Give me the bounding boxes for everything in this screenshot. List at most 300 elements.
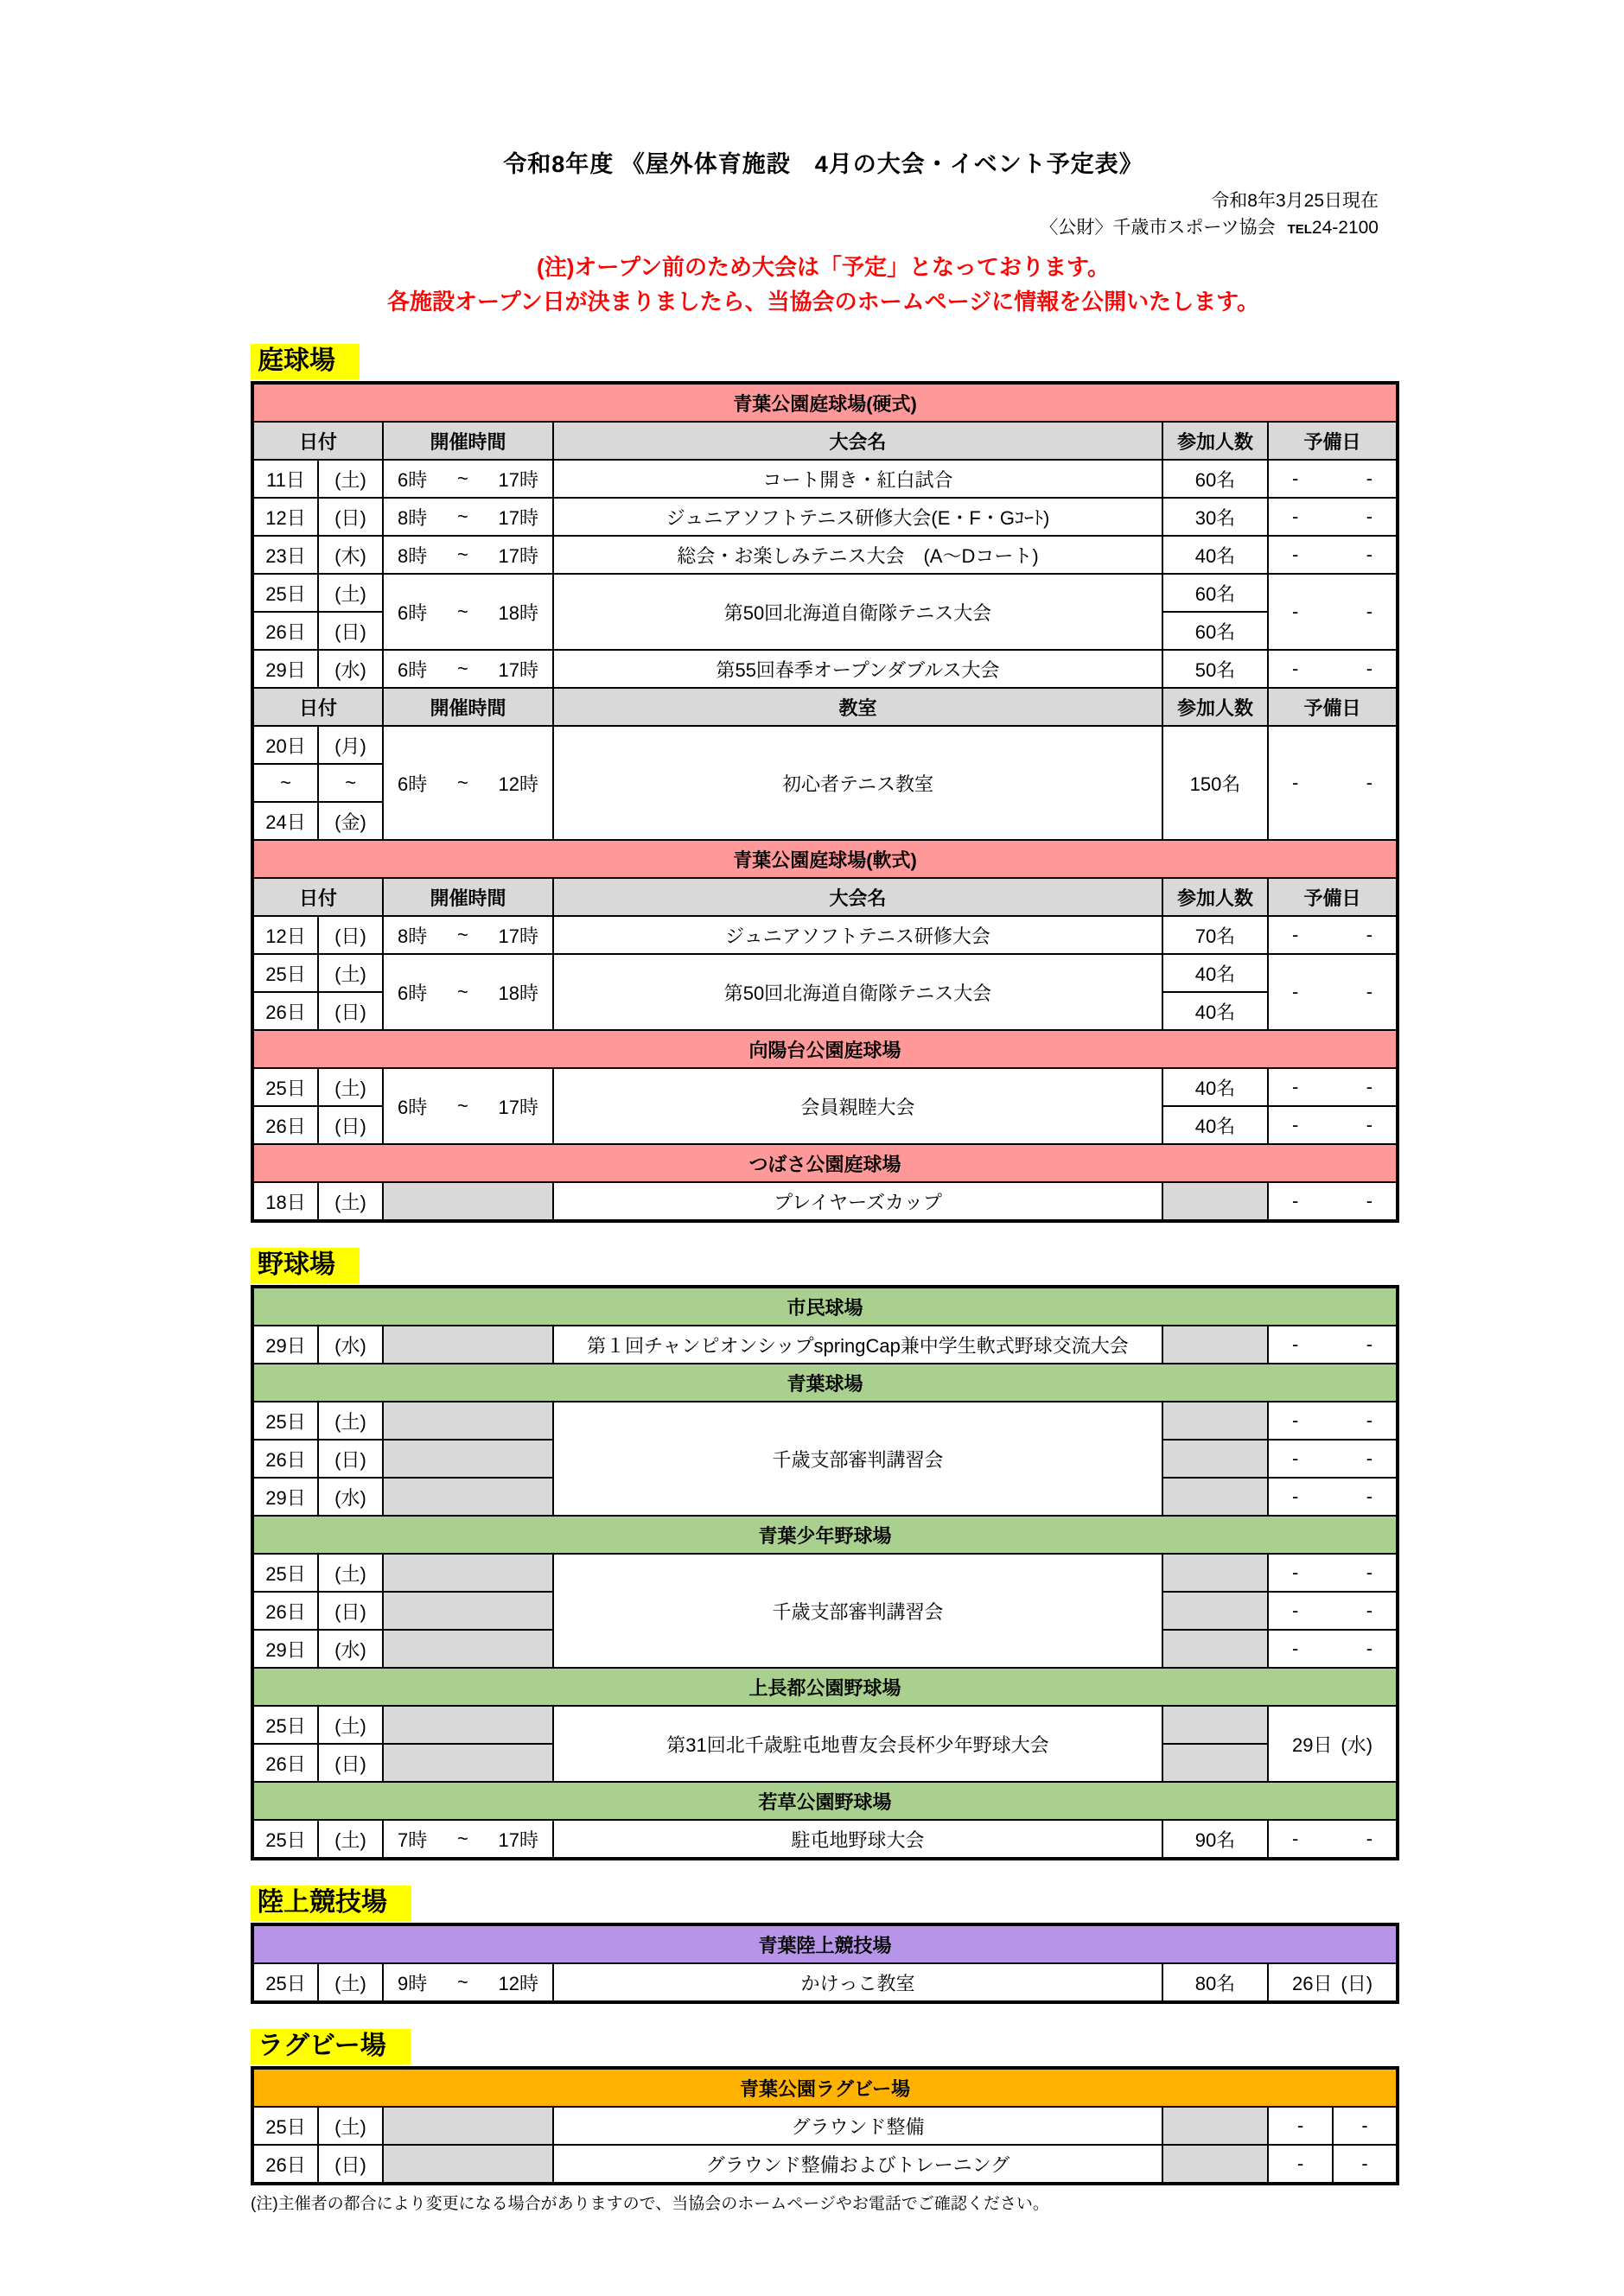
date-day-cell: 18日 bbox=[252, 1182, 318, 1221]
text-token: - bbox=[1366, 924, 1373, 945]
facility-row bbox=[252, 1516, 1398, 1554]
time-cell bbox=[383, 1326, 553, 1364]
event-name-cell: 第31回北千歳駐屯地曹友会長杯少年野球大会 bbox=[553, 1706, 1162, 1782]
date-weekday-cell: (日) bbox=[318, 612, 383, 650]
spread-text bbox=[1269, 1485, 1396, 1508]
notice-line-2: 各施設オープン日が決まりましたら、当協会のホームページに情報を公開いたします。 bbox=[386, 289, 1260, 315]
participants-cell: 60名 bbox=[1162, 460, 1268, 498]
date-day-cell: ~ bbox=[252, 764, 318, 802]
date-weekday-cell: (水) bbox=[318, 1478, 383, 1516]
date-weekday-cell: (土) bbox=[318, 1554, 383, 1592]
column-header-cell: 予備日 bbox=[1268, 878, 1398, 916]
date-weekday-cell: (土) bbox=[318, 954, 383, 992]
reserve-day-cell bbox=[1268, 726, 1398, 840]
data-row bbox=[252, 1820, 1398, 1859]
section-athletics bbox=[251, 1886, 1396, 2004]
notice-block bbox=[251, 250, 1396, 319]
text-token: - bbox=[1292, 1638, 1299, 1659]
text-token: - bbox=[1292, 658, 1299, 679]
text-token: - bbox=[1292, 1828, 1299, 1849]
text-token: - bbox=[1292, 1409, 1299, 1431]
time-cell bbox=[383, 1554, 553, 1592]
participants-cell bbox=[1162, 2145, 1268, 2184]
participants-cell: 40名 bbox=[1162, 536, 1268, 574]
reserve-day-cell bbox=[1268, 536, 1398, 574]
text-token: - bbox=[1366, 1828, 1373, 1849]
text-token: ~ bbox=[456, 772, 468, 793]
text-token: - bbox=[1366, 1485, 1373, 1507]
reserve-day-cell bbox=[1268, 1068, 1398, 1106]
participants-cell: 80名 bbox=[1162, 1963, 1268, 2002]
facility-header-cell: 市民球場 bbox=[252, 1287, 1398, 1326]
data-row bbox=[252, 1554, 1398, 1592]
facility-row bbox=[252, 2068, 1398, 2107]
facility-header-cell: 青葉少年野球場 bbox=[252, 1516, 1398, 1554]
data-row bbox=[252, 1706, 1398, 1744]
text-token: 18時 bbox=[498, 601, 538, 624]
data-row bbox=[252, 498, 1398, 536]
time-cell bbox=[383, 1706, 553, 1744]
participants-cell: 60名 bbox=[1162, 612, 1268, 650]
spread-text bbox=[1269, 1561, 1396, 1584]
date-weekday-cell: (土) bbox=[318, 574, 383, 612]
facility-header-cell: つばさ公園庭球場 bbox=[252, 1144, 1398, 1182]
time-cell bbox=[383, 498, 553, 536]
date-day-cell: 24日 bbox=[252, 802, 318, 840]
text-token: 26日 bbox=[1292, 1972, 1333, 1994]
text-token: 29日 bbox=[1292, 1733, 1333, 1756]
text-token: 6時 bbox=[398, 773, 428, 795]
reserve-day-cell bbox=[1268, 1554, 1398, 1592]
spread-text bbox=[1269, 1969, 1396, 1996]
spread-text bbox=[384, 1093, 552, 1120]
participants-cell bbox=[1162, 1706, 1268, 1744]
text-token: - bbox=[1366, 1076, 1373, 1097]
participants-cell bbox=[1162, 1630, 1268, 1668]
text-token: - bbox=[1292, 1076, 1299, 1097]
facility-row bbox=[252, 1287, 1398, 1326]
spread-text bbox=[384, 542, 552, 569]
text-token: ~ bbox=[456, 467, 468, 489]
reserve-day-cell bbox=[1268, 1592, 1398, 1630]
text-token: 17時 bbox=[498, 506, 538, 529]
facility-header-cell: 向陽台公園庭球場 bbox=[252, 1030, 1398, 1068]
participants-cell: 40名 bbox=[1162, 1106, 1268, 1144]
time-cell bbox=[383, 1820, 553, 1859]
participants-cell: 60名 bbox=[1162, 574, 1268, 612]
column-header-cell: 日付 bbox=[252, 878, 383, 916]
reserve-day-cell bbox=[1268, 1963, 1398, 2002]
date-weekday-cell: (土) bbox=[318, 460, 383, 498]
date-weekday-cell: (日) bbox=[318, 1592, 383, 1630]
text-token: 6時 bbox=[398, 1096, 428, 1118]
text-token: ~ bbox=[456, 1095, 468, 1116]
text-token: 6時 bbox=[398, 982, 428, 1004]
text-token: - bbox=[1366, 1114, 1373, 1135]
text-token: 17時 bbox=[498, 658, 538, 681]
date-day-cell: 12日 bbox=[252, 498, 318, 536]
participants-cell: 150名 bbox=[1162, 726, 1268, 840]
date-day-cell: 25日 bbox=[252, 1402, 318, 1440]
text-token: ~ bbox=[456, 658, 468, 679]
data-row bbox=[252, 2145, 1398, 2184]
event-name-cell: 千歳支部審判講習会 bbox=[553, 1402, 1162, 1516]
date-day-cell: 29日 bbox=[252, 1630, 318, 1668]
spread-text bbox=[1269, 1731, 1396, 1758]
reserve-day-cell bbox=[1268, 1182, 1398, 1221]
text-token: 8時 bbox=[398, 544, 428, 567]
facility-row bbox=[252, 1668, 1398, 1706]
spread-text bbox=[1269, 1600, 1396, 1622]
spread-text bbox=[1269, 467, 1396, 490]
text-token: ~ bbox=[456, 1828, 468, 1849]
date-weekday-cell: ~ bbox=[318, 764, 383, 802]
spread-text bbox=[384, 656, 552, 683]
facility-header-cell: 青葉陸上競技場 bbox=[252, 1924, 1398, 1963]
notice-line-1: (注)オープン前のため大会は「予定」となっております。 bbox=[537, 254, 1110, 280]
text-token: ~ bbox=[456, 601, 468, 622]
spread-text bbox=[1269, 1333, 1396, 1356]
time-cell bbox=[383, 726, 553, 840]
date-day-cell: 29日 bbox=[252, 1478, 318, 1516]
text-token: - bbox=[1366, 981, 1373, 1002]
facility-header-cell: 青葉公園ラグビー場 bbox=[252, 2068, 1398, 2107]
text-token: - bbox=[1366, 601, 1373, 622]
date-day-cell: 26日 bbox=[252, 1744, 318, 1782]
text-token: ~ bbox=[456, 544, 468, 565]
data-row bbox=[252, 2107, 1398, 2145]
participants-cell: 40名 bbox=[1162, 1068, 1268, 1106]
text-token: - bbox=[1366, 1409, 1373, 1431]
text-token: ~ bbox=[456, 981, 468, 1002]
text-token: - bbox=[1292, 1485, 1299, 1507]
date-day-cell: 25日 bbox=[252, 1706, 318, 1744]
colhdr-row bbox=[252, 422, 1398, 460]
spread-text bbox=[1269, 1409, 1396, 1432]
spread-text bbox=[1269, 981, 1396, 1003]
date-weekday-cell: (水) bbox=[318, 650, 383, 688]
date-weekday-cell: (土) bbox=[318, 1182, 383, 1221]
participants-cell bbox=[1162, 1440, 1268, 1478]
event-name-cell: 駐屯地野球大会 bbox=[553, 1820, 1162, 1859]
date-weekday-cell: (土) bbox=[318, 1402, 383, 1440]
tel-digits: 24-2100 bbox=[1311, 218, 1379, 238]
phone-number bbox=[1288, 218, 1379, 238]
text-token: 6時 bbox=[398, 658, 428, 681]
date-weekday-cell: (日) bbox=[318, 1106, 383, 1144]
date-weekday-cell: (日) bbox=[318, 498, 383, 536]
column-header-cell: 開催時間 bbox=[383, 688, 553, 726]
participants-cell: 40名 bbox=[1162, 954, 1268, 992]
date-day-cell: 25日 bbox=[252, 574, 318, 612]
column-header-cell: 日付 bbox=[252, 688, 383, 726]
participants-cell: 70名 bbox=[1162, 916, 1268, 954]
text-token: ~ bbox=[456, 924, 468, 945]
date-day-cell: 11日 bbox=[252, 460, 318, 498]
reserve-day-cell bbox=[1268, 650, 1398, 688]
date-weekday-cell: (土) bbox=[318, 1820, 383, 1859]
date-weekday-cell: (日) bbox=[318, 1744, 383, 1782]
reserve-day-cell bbox=[1268, 1630, 1398, 1668]
facility-row bbox=[252, 1144, 1398, 1182]
text-token: 18時 bbox=[498, 982, 538, 1004]
event-name-cell: 第１回チャンピオンシップspringCap兼中学生軟式野球交流大会 bbox=[553, 1326, 1162, 1364]
column-header-cell: 参加人数 bbox=[1162, 878, 1268, 916]
date-day-cell: 25日 bbox=[252, 2107, 318, 2145]
date-day-cell: 25日 bbox=[252, 1554, 318, 1592]
time-cell bbox=[383, 650, 553, 688]
time-cell bbox=[383, 1182, 553, 1221]
text-token: - bbox=[1366, 1333, 1373, 1355]
text-token: 7時 bbox=[398, 1829, 428, 1851]
text-token: 6時 bbox=[398, 601, 428, 624]
column-header-cell: 日付 bbox=[252, 422, 383, 460]
text-token: - bbox=[1292, 1333, 1299, 1355]
section-label-baseball: 野球場 bbox=[251, 1248, 360, 1283]
text-token: 8時 bbox=[398, 506, 428, 529]
section-rugby bbox=[251, 2029, 1396, 2185]
column-header-cell: 参加人数 bbox=[1162, 422, 1268, 460]
spread-text bbox=[384, 504, 552, 531]
time-cell bbox=[383, 1478, 553, 1516]
reserve-day-cell bbox=[1268, 460, 1398, 498]
participants-cell bbox=[1162, 1592, 1268, 1630]
spread-text bbox=[384, 1969, 552, 1996]
time-cell bbox=[383, 1592, 553, 1630]
section-label-athletics: 陸上競技場 bbox=[251, 1886, 411, 1921]
text-token: - bbox=[1366, 506, 1373, 527]
spread-text bbox=[1269, 1828, 1396, 1850]
data-row bbox=[252, 954, 1398, 992]
time-cell bbox=[383, 2145, 553, 2184]
text-token: - bbox=[1292, 1114, 1299, 1135]
date-day-cell: 23日 bbox=[252, 536, 318, 574]
column-header-cell: 参加人数 bbox=[1162, 688, 1268, 726]
text-token: 17時 bbox=[498, 468, 538, 491]
text-token: 17時 bbox=[498, 1829, 538, 1851]
date-weekday-cell: (土) bbox=[318, 1068, 383, 1106]
reserve-day-half-cell: - bbox=[1268, 2145, 1333, 2184]
date-day-cell: 29日 bbox=[252, 650, 318, 688]
reserve-day-cell bbox=[1268, 1706, 1398, 1782]
event-name-cell: ジュニアソフトテニス研修大会(E・F・Gｺｰﾄ) bbox=[553, 498, 1162, 536]
page-title: 令和8年度 《屋外体育施設 4月の大会・イベント予定表》 bbox=[503, 151, 1143, 177]
spread-text bbox=[384, 770, 552, 797]
text-token: - bbox=[1366, 1447, 1373, 1469]
event-name-cell: ジュニアソフトテニス研修大会 bbox=[553, 916, 1162, 954]
data-row bbox=[252, 536, 1398, 574]
footer-note: (注)主催者の都合により変更になる場合がありますので、当協会のホームページやお電話でご確認ください。 bbox=[251, 2195, 1049, 2213]
text-token: - bbox=[1292, 1561, 1299, 1583]
reserve-day-cell bbox=[1268, 1440, 1398, 1478]
time-cell bbox=[383, 954, 553, 1030]
column-header-cell: 予備日 bbox=[1268, 422, 1398, 460]
participants-cell: 30名 bbox=[1162, 498, 1268, 536]
time-cell bbox=[383, 1440, 553, 1478]
date-day-cell: 29日 bbox=[252, 1326, 318, 1364]
organization-line bbox=[251, 214, 1396, 243]
data-row bbox=[252, 574, 1398, 612]
time-cell bbox=[383, 574, 553, 650]
date-day-cell: 25日 bbox=[252, 1068, 318, 1106]
spread-text bbox=[384, 979, 552, 1006]
participants-cell: 40名 bbox=[1162, 992, 1268, 1030]
text-token: - bbox=[1292, 467, 1299, 489]
date-weekday-cell: (日) bbox=[318, 916, 383, 954]
section-baseball bbox=[251, 1248, 1396, 1860]
text-token: - bbox=[1292, 924, 1299, 945]
reserve-day-cell bbox=[1268, 1478, 1398, 1516]
text-token: - bbox=[1366, 1600, 1373, 1621]
time-cell bbox=[383, 536, 553, 574]
text-token: 6時 bbox=[398, 468, 428, 491]
facility-header-cell: 青葉公園庭球場(硬式) bbox=[252, 383, 1398, 422]
reserve-day-cell bbox=[1268, 498, 1398, 536]
facility-row bbox=[252, 383, 1398, 422]
spread-text bbox=[1269, 772, 1396, 794]
data-row bbox=[252, 1402, 1398, 1440]
text-token: - bbox=[1366, 544, 1373, 565]
data-row bbox=[252, 1182, 1398, 1221]
participants-cell: 90名 bbox=[1162, 1820, 1268, 1859]
time-cell bbox=[383, 1744, 553, 1782]
date-day-cell: 26日 bbox=[252, 612, 318, 650]
text-token: (日) bbox=[1341, 1972, 1373, 1994]
data-row bbox=[252, 1326, 1398, 1364]
reserve-day-cell bbox=[1268, 1106, 1398, 1144]
text-token: - bbox=[1366, 1638, 1373, 1659]
column-header-cell: 開催時間 bbox=[383, 422, 553, 460]
spread-text bbox=[384, 1826, 552, 1853]
time-cell bbox=[383, 2107, 553, 2145]
facility-header-cell: 青葉公園庭球場(軟式) bbox=[252, 840, 1398, 878]
reserve-day-cell bbox=[1268, 574, 1398, 650]
text-token: 12時 bbox=[498, 773, 538, 795]
reserve-day-cell bbox=[1268, 916, 1398, 954]
spread-text bbox=[1269, 658, 1396, 680]
text-token: - bbox=[1366, 1561, 1373, 1583]
column-header-cell: 予備日 bbox=[1268, 688, 1398, 726]
facility-row bbox=[252, 1924, 1398, 1963]
date-weekday-cell: (月) bbox=[318, 726, 383, 764]
date-day-cell: 26日 bbox=[252, 2145, 318, 2184]
spread-text bbox=[1269, 1447, 1396, 1470]
participants-cell bbox=[1162, 1402, 1268, 1440]
spread-text bbox=[1269, 924, 1396, 946]
text-token: - bbox=[1292, 544, 1299, 565]
column-header-cell: 大会名 bbox=[553, 422, 1162, 460]
event-name-cell: 第50回北海道自衛隊テニス大会 bbox=[553, 574, 1162, 650]
spread-text bbox=[384, 922, 552, 949]
text-token: (水) bbox=[1341, 1733, 1373, 1756]
date-day-cell: 26日 bbox=[252, 1592, 318, 1630]
event-name-cell: グラウンド整備 bbox=[553, 2107, 1162, 2145]
text-token: - bbox=[1292, 772, 1299, 793]
date-day-cell: 26日 bbox=[252, 1440, 318, 1478]
date-day-cell: 12日 bbox=[252, 916, 318, 954]
text-token: ~ bbox=[456, 1971, 468, 1993]
participants-cell bbox=[1162, 1478, 1268, 1516]
colhdr-row bbox=[252, 878, 1398, 916]
spread-text bbox=[384, 466, 552, 493]
data-row bbox=[252, 1963, 1398, 2002]
date-day-cell: 20日 bbox=[252, 726, 318, 764]
spread-text bbox=[384, 599, 552, 626]
text-token: - bbox=[1366, 1190, 1373, 1212]
facility-row bbox=[252, 1364, 1398, 1402]
reserve-day-cell bbox=[1268, 1326, 1398, 1364]
participants-cell bbox=[1162, 1182, 1268, 1221]
facility-row bbox=[252, 840, 1398, 878]
text-token: - bbox=[1292, 506, 1299, 527]
event-name-cell: コート開き・紅白試合 bbox=[553, 460, 1162, 498]
spread-text bbox=[1269, 1114, 1396, 1136]
time-cell bbox=[383, 1630, 553, 1668]
event-name-cell: 初心者テニス教室 bbox=[553, 726, 1162, 840]
data-row bbox=[252, 650, 1398, 688]
text-token: - bbox=[1292, 1447, 1299, 1469]
text-token: - bbox=[1366, 658, 1373, 679]
data-row bbox=[252, 726, 1398, 764]
tel-label: TEL bbox=[1287, 222, 1312, 237]
column-header-cell: 大会名 bbox=[553, 878, 1162, 916]
text-token: - bbox=[1366, 772, 1373, 793]
date-weekday-cell: (土) bbox=[318, 2107, 383, 2145]
text-token: - bbox=[1292, 1190, 1299, 1212]
column-header-cell: 開催時間 bbox=[383, 878, 553, 916]
date-weekday-cell: (金) bbox=[318, 802, 383, 840]
event-name-cell: かけっこ教室 bbox=[553, 1963, 1162, 2002]
reserve-day-half-cell: - bbox=[1333, 2107, 1398, 2145]
time-cell bbox=[383, 1963, 553, 2002]
facility-header-cell: 若草公園野球場 bbox=[252, 1782, 1398, 1820]
event-name-cell: 会員親睦大会 bbox=[553, 1068, 1162, 1144]
spread-text bbox=[1269, 601, 1396, 623]
date-weekday-cell: (土) bbox=[318, 1706, 383, 1744]
time-cell bbox=[383, 460, 553, 498]
date-weekday-cell: (水) bbox=[318, 1630, 383, 1668]
as-of-date: 令和8年3月25日現在 bbox=[1211, 191, 1379, 211]
text-token: 8時 bbox=[398, 925, 428, 947]
spread-text bbox=[1269, 1638, 1396, 1660]
reserve-day-cell bbox=[1268, 1820, 1398, 1859]
participants-cell: 50名 bbox=[1162, 650, 1268, 688]
facility-header-cell: 上長都公園野球場 bbox=[252, 1668, 1398, 1706]
event-name-cell: 第50回北海道自衛隊テニス大会 bbox=[553, 954, 1162, 1030]
time-cell bbox=[383, 1068, 553, 1144]
text-token: 17時 bbox=[498, 1096, 538, 1118]
date-day-cell: 26日 bbox=[252, 1106, 318, 1144]
event-name-cell: 千歳支部審判講習会 bbox=[553, 1554, 1162, 1668]
reserve-day-cell bbox=[1268, 954, 1398, 1030]
time-cell bbox=[383, 1402, 553, 1440]
participants-cell bbox=[1162, 2107, 1268, 2145]
facility-row bbox=[252, 1782, 1398, 1820]
facility-header-cell: 青葉球場 bbox=[252, 1364, 1398, 1402]
spread-text bbox=[1269, 1076, 1396, 1098]
event-name-cell: 第55回春季オープンダブルス大会 bbox=[553, 650, 1162, 688]
text-token: 9時 bbox=[398, 1972, 428, 1994]
organization-name: 〈公財〉千歳市スポーツ協会 bbox=[1040, 218, 1276, 238]
date-day-cell: 25日 bbox=[252, 954, 318, 992]
tennis-schedule-table bbox=[251, 381, 1399, 1223]
column-header-cell: 教室 bbox=[553, 688, 1162, 726]
document-body bbox=[251, 0, 1396, 2214]
date-day-cell: 26日 bbox=[252, 992, 318, 1030]
text-token: - bbox=[1292, 601, 1299, 622]
date-weekday-cell: (日) bbox=[318, 992, 383, 1030]
spread-text bbox=[1269, 544, 1396, 566]
